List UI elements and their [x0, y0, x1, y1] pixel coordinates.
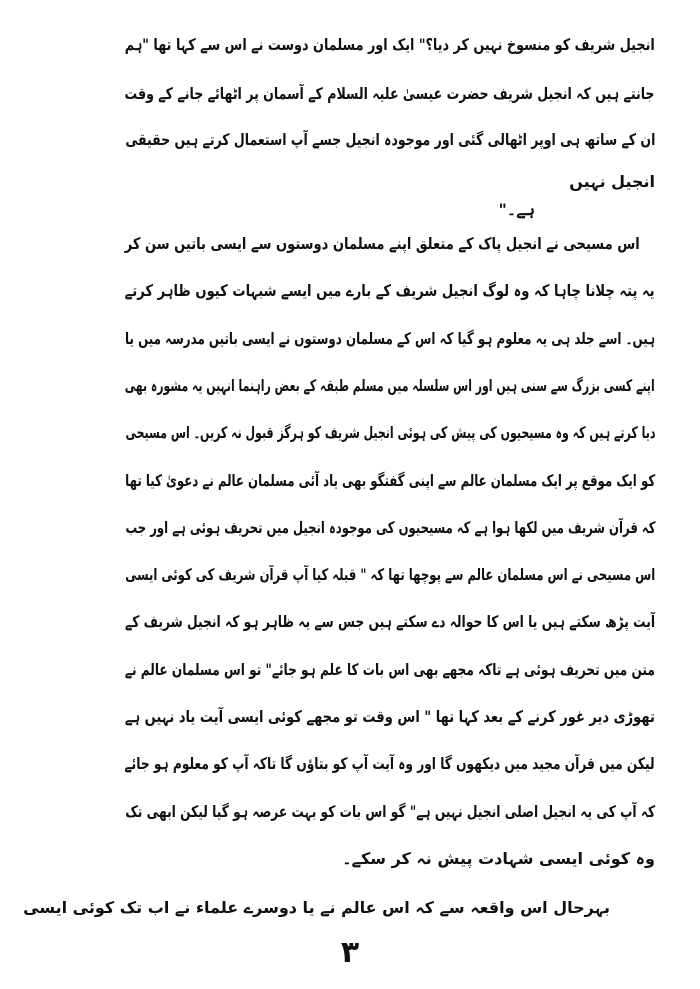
text-line — [125, 797, 655, 827]
text-line — [125, 655, 655, 685]
text-line-content: بہرحال اس واقعہ سے کہ اس عالم نے یا دوسرے علماء نے اب تک کوئی ایسی — [23, 898, 610, 917]
text-line — [125, 466, 655, 496]
text-line-content: دیا کرتے ہیں کہ وہ مسیحیوں کی پیش کی ہوئی انجیل شریف کو ہرگز قبول نہ کریں۔ اس مسیحی — [125, 423, 655, 442]
text-line — [125, 30, 655, 60]
text-line-content: یہ پتہ چلانا چاہا کہ وہ لوگ انجیل شریف کے بارے میں ایسے شبہات کیوں ظاہر کرتے — [125, 281, 655, 300]
text-line-content: آیت پڑھ سکتے ہیں یا اس کا حوالہ دے سکتے ہیں جس سے یہ ظاہر ہو کہ انجیل شریف کے — [125, 612, 655, 631]
text-line — [125, 125, 655, 155]
text-line-content: ہے۔" — [498, 200, 535, 219]
text-line — [125, 560, 655, 590]
text-line-content: کو ایک موقع پر ایک مسلمان عالم سے اپنی گفتگو بھی یاد آئی مسلمان عالم نے دعویٰ کیا تھا — [125, 471, 655, 490]
text-line-content: انجیل شریف کو منسوخ نہیں کر دیا؟" ایک اور مسلمان دوست نے اس سے کہا تھا "ہم — [125, 35, 655, 54]
text-line — [125, 702, 655, 732]
paragraph-start-line — [23, 893, 610, 923]
text-line — [125, 79, 655, 109]
text-line-content: اپنے کسی بزرگ سے سنی ہیں اور اس سلسلہ میں مسلم طبقہ کے بعض راہنما انہیں یہ مشورہ بھی — [125, 376, 655, 395]
text-line-content: ہیں۔ اسے جلد ہی یہ معلوم ہو گیا کہ اس کے مسلمان دوستوں نے ایسی باتیں مدرسہ میں یا — [125, 329, 655, 348]
text-line-content: انجیل نہیں — [569, 172, 655, 191]
text-line — [125, 324, 655, 354]
text-line-content: وہ کوئی ایسی شہادت پیش نہ کر سکے۔ — [342, 849, 655, 868]
text-line — [125, 276, 655, 306]
text-line — [125, 749, 655, 779]
text-line-content: ان کے ساتھ ہی اوپر اٹھالی گئی اور موجودہ انجیل جسے آپ استعمال کرتے ہیں حقیقی — [125, 130, 655, 149]
paragraph-start-line — [125, 229, 640, 259]
text-line-content: جانتے ہیں کہ انجیل شریف حضرت عیسیٰ علیہ السلام کے آسمان پر اٹھائے جانے کے وقت — [125, 84, 655, 103]
text-line — [125, 371, 655, 401]
text-line — [569, 167, 655, 197]
text-line-content: اس مسیحی نے اس مسلمان عالم سے پوچھا تھا کہ " قبلہ کیا آپ قرآن شریف کی کوئی ایسی — [125, 565, 655, 584]
text-line-content: لیکن میں قرآن مجید میں دیکھوں گا اور وہ آیت آپ کو بتاؤں گا تاکہ آپ کو معلوم ہو جائے — [125, 754, 655, 773]
text-line — [125, 418, 655, 448]
text-line — [125, 607, 655, 637]
text-line-content: اس مسیحی نے انجیل پاک کے متعلق اپنے مسلمان دوستوں سے ایسی باتیں سن کر — [125, 234, 640, 253]
text-line — [499, 195, 535, 225]
text-line — [342, 844, 655, 874]
text-line-content: تھوڑی دیر غور کرنے کے بعد کہا تھا " اس وقت تو مجھے کوئی ایسی آیت یاد نہیں ہے — [125, 707, 655, 726]
text-line-content: متن میں تحریف ہوئی ہے تاکہ مجھے بھی اس بات کا علم ہو جائے" تو اس مسلمان عالم نے — [125, 660, 655, 679]
page-number: ۳ — [340, 935, 360, 970]
text-line-content: کہ قرآن شریف میں لکھا ہوا ہے کہ مسیحیوں کی موجودہ انجیل میں تحریف ہوئی ہے اور جب — [125, 518, 655, 537]
text-line — [125, 513, 655, 543]
text-line-content: کہ آپ کی یہ انجیل اصلی انجیل نہیں ہے" گو اس بات کو بہت عرصہ ہو گیا لیکن ابھی تک — [125, 802, 655, 821]
